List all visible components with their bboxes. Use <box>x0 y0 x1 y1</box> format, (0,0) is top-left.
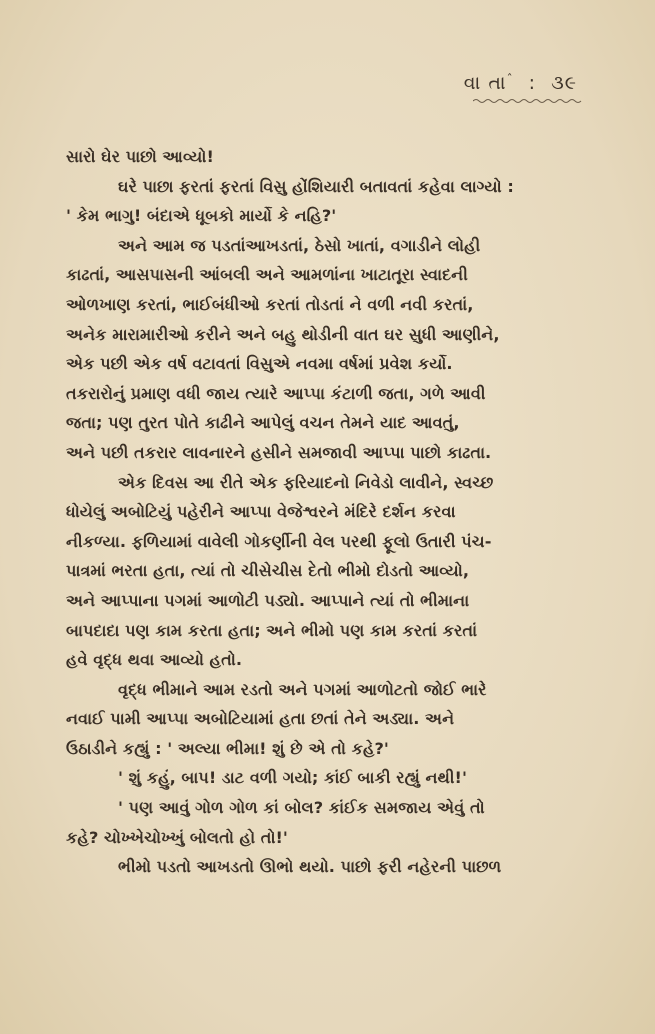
text-line: ' પણ આવું ગોળ ગોળ કાં બોલ? કાંઈક સમજાય એવું તો <box>118 798 485 818</box>
text-line: એક પછી એક વર્ષ વટાવતાં વિસુએ નવમા વર્ષમાં પ્રવેશ કર્યો. <box>66 354 453 374</box>
text-line: કહે? ચોખ્ખેચોખ્ખું બોલતો હો તો!' <box>66 827 288 847</box>
text-line: ' કેમ ભાગુ! બંદાએ ધૂબકો માર્યો કે નહિ?' <box>66 206 337 226</box>
text-line: બાપદાદા પણ કામ કરતા હતા; અને ભીમો પણ કામ કરતાં કરતાં <box>66 620 478 640</box>
text-line: અને આમ જ પડતાંઆખડતાં, ઠેસો ખાતાં, વગાડીને લોહી <box>118 235 481 255</box>
wavy-rule-ornament <box>473 98 583 104</box>
text-line: હવે વૃદ્ધ થવા આવ્યો હતો. <box>66 650 242 670</box>
text-line: ' શું કહું, બાપ! ડાટ વળી ગયો; કાંઈ બાકી રહ્યું નથી!' <box>118 768 467 788</box>
text-line: ઘરે પાછા ફરતાં ફરતાં વિસુ હોંશિયારી બતાવતાં કહેવા લાગ્યો : <box>118 176 514 196</box>
text-line: નીકળ્યા. ફળિયામાં વાવેલી ગોકર્ણીની વેલ પરથી ફૂલો ઉતારી પંચ- <box>66 531 492 551</box>
text-line: અનેક મારામારીઓ કરીને અને બહુ થોડીની વાત ઘર સુધી આણીને, <box>66 324 500 344</box>
text-line: અને પછી તકરાર લાવનારને હસીને સમજાવી આપ્પા પાછો કાઢતા. <box>66 442 492 462</box>
text-line: સારો ઘેર પાછો આવ્યો! <box>66 147 214 166</box>
text-line: અને આપ્પાના પગમાં આળોટી પડ્યો. આપ્પાને ત્યાં તો ભીમાના <box>66 590 470 610</box>
text-line: ભીમો પડતો આખડતો ઊભો થયો. પાછો ફરી નહેરની પાછળ <box>118 857 502 877</box>
text-line: એક દિવસ આ રીતે એક ફરિયાદનો નિવેડો લાવીને, સ્વચ્છ <box>118 472 494 492</box>
text-line: ઓળખાણ કરતાં, ભાઈબંધીઓ કરતાં તોડતાં ને વળી નવી કરતાં, <box>66 294 474 314</box>
text-line: કાઢતાં, આસપાસની આંબલી અને આમળાંના ખાટાતૂરા સ્વાદની <box>66 265 468 285</box>
text-line: વૃદ્ધ ભીમાને આમ રડતો અને પગમાં આળોટતો જોઈ ભારે <box>118 679 487 699</box>
text-line: જતા; પણ તુરત પોતે કાઢીને આપેલું વચન તેમને યાદ આવતું, <box>66 413 460 433</box>
running-title: વા તા <box>463 72 507 94</box>
text-line: પાત્રમાં ભરતા હતા, ત્યાં તો ચીસેચીસ દેતો ભીમો દોડતો આવ્યો, <box>66 561 469 581</box>
header-separator: : <box>528 72 537 94</box>
page-number: ૩૯ <box>551 72 577 94</box>
page-body <box>66 142 606 882</box>
running-header: વા તા$^ˆ$ : ૩૯ <box>463 72 577 94</box>
text-line: તકરારોનું પ્રમાણ વધી જાય ત્યારે આપ્પા કંટાળી જતા, ગળે આવી <box>66 383 486 403</box>
text-line: ધોયેલું અબોટિયું પહેરીને આપ્પા વેજેશ્વરને મંદિરે દર્શન કરવા <box>66 502 456 522</box>
text-line: ઉઠાડીને કહ્યું : ' અલ્યા ભીમા! શું છે એ તો કહે?' <box>66 738 389 758</box>
text-line: નવાઈ પામી આપ્પા અબોટિયામાં હતા છતાં તેને અડ્યા. અને <box>66 709 455 729</box>
